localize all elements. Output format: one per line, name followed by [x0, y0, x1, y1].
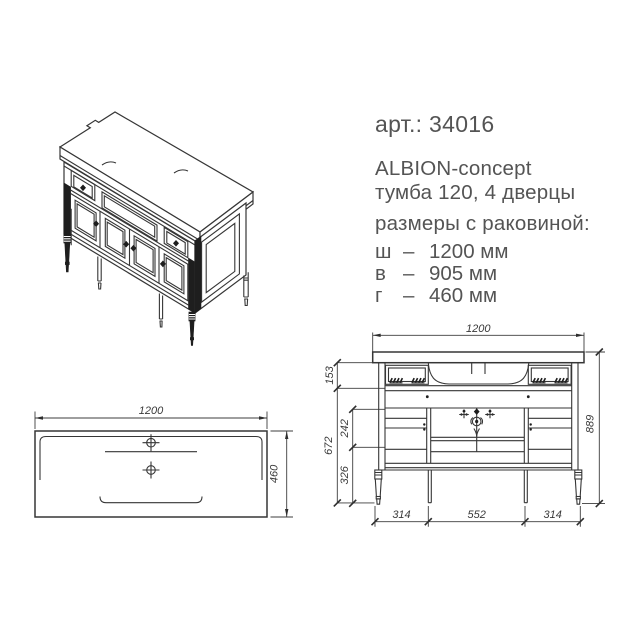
- hinge-dot: [423, 424, 425, 426]
- size-dash: –: [403, 240, 415, 263]
- series-name: ALBION-concept: [375, 157, 532, 180]
- size-row-height: [375, 262, 497, 286]
- isometric-view-drawing: [18, 85, 278, 357]
- front-view-height-dimension: [582, 349, 605, 508]
- front-view-drawing: [322, 318, 620, 532]
- front-view-inner-dimensions: [339, 406, 384, 507]
- ornament-cross: [485, 410, 495, 419]
- front-view-middle-section-label: 242: [339, 419, 352, 438]
- basin-front-line: [100, 497, 202, 503]
- front-dot: [426, 396, 428, 398]
- size-row-width: [375, 240, 509, 264]
- size-value: 460 мм: [429, 284, 498, 307]
- front-legs: [375, 470, 582, 504]
- faucet-hole-mark: [143, 462, 160, 479]
- front-view-right-leg-span-label: 314: [543, 508, 562, 521]
- iso-front-right-leg: [189, 312, 195, 346]
- front-view-left-leg-span-label: 314: [392, 508, 411, 521]
- size-dash: –: [403, 262, 415, 285]
- size-dash: –: [403, 284, 415, 307]
- product-info: [375, 111, 630, 311]
- front-view-bottom-dimensions: [372, 506, 584, 527]
- iso-middle-right-leg: [159, 294, 162, 328]
- basin-drain-lines: [472, 363, 485, 374]
- front-center-doors: [431, 408, 525, 452]
- top-view-width-label: 1200: [138, 405, 164, 417]
- front-view-center-span-label: 552: [467, 508, 486, 521]
- top-view-depth-dimension: [269, 431, 294, 517]
- article-number: арт.: 34016: [375, 111, 495, 137]
- iso-right-post: [189, 258, 196, 313]
- size-row-depth: [375, 284, 497, 308]
- front-view-base-section-label: 672: [323, 436, 336, 455]
- front-view-width-dimension: [373, 323, 584, 352]
- front-view-basin-section-label: 153: [324, 366, 337, 385]
- front-outer-right-leg: [575, 470, 582, 504]
- hinge-dot: [423, 429, 425, 431]
- top-view-drawing: [25, 398, 305, 530]
- front-middle-right-leg: [524, 470, 527, 503]
- iso-front-left-leg: [64, 234, 71, 272]
- size-value: 1200 мм: [429, 240, 509, 263]
- front-left-drawer: [386, 365, 429, 384]
- product-name: тумба 120, 4 дверцы: [375, 181, 576, 204]
- iso-back-right-leg: [243, 272, 248, 305]
- front-countertop: [373, 352, 584, 363]
- hinge-dot: [530, 424, 532, 426]
- top-view-width-dimension: [35, 405, 267, 429]
- front-view-lower-section-label: 326: [339, 466, 352, 485]
- iso-left-post: [64, 183, 71, 238]
- front-dot: [527, 396, 529, 398]
- front-right-drawer: [528, 365, 571, 384]
- size-key: г: [375, 284, 383, 307]
- ornament-cross: [459, 410, 469, 419]
- top-view-depth-label: 460: [268, 464, 281, 484]
- size-key: ш: [375, 240, 392, 263]
- front-view-height-label: 889: [584, 414, 597, 434]
- front-left-door: [385, 418, 427, 449]
- front-body-frame: [379, 363, 578, 470]
- front-middle-left-leg: [428, 470, 431, 503]
- size-value: 905 мм: [429, 262, 498, 285]
- iso-middle-left-leg: [98, 257, 101, 290]
- sizes-heading: размеры с раковиной:: [375, 212, 590, 235]
- size-key: в: [375, 262, 386, 285]
- hinge-dot: [530, 429, 532, 431]
- front-outer-left-leg: [375, 470, 382, 504]
- front-right-door: [528, 418, 571, 449]
- front-view-width-label: 1200: [466, 322, 491, 335]
- front-basin: [428, 363, 529, 384]
